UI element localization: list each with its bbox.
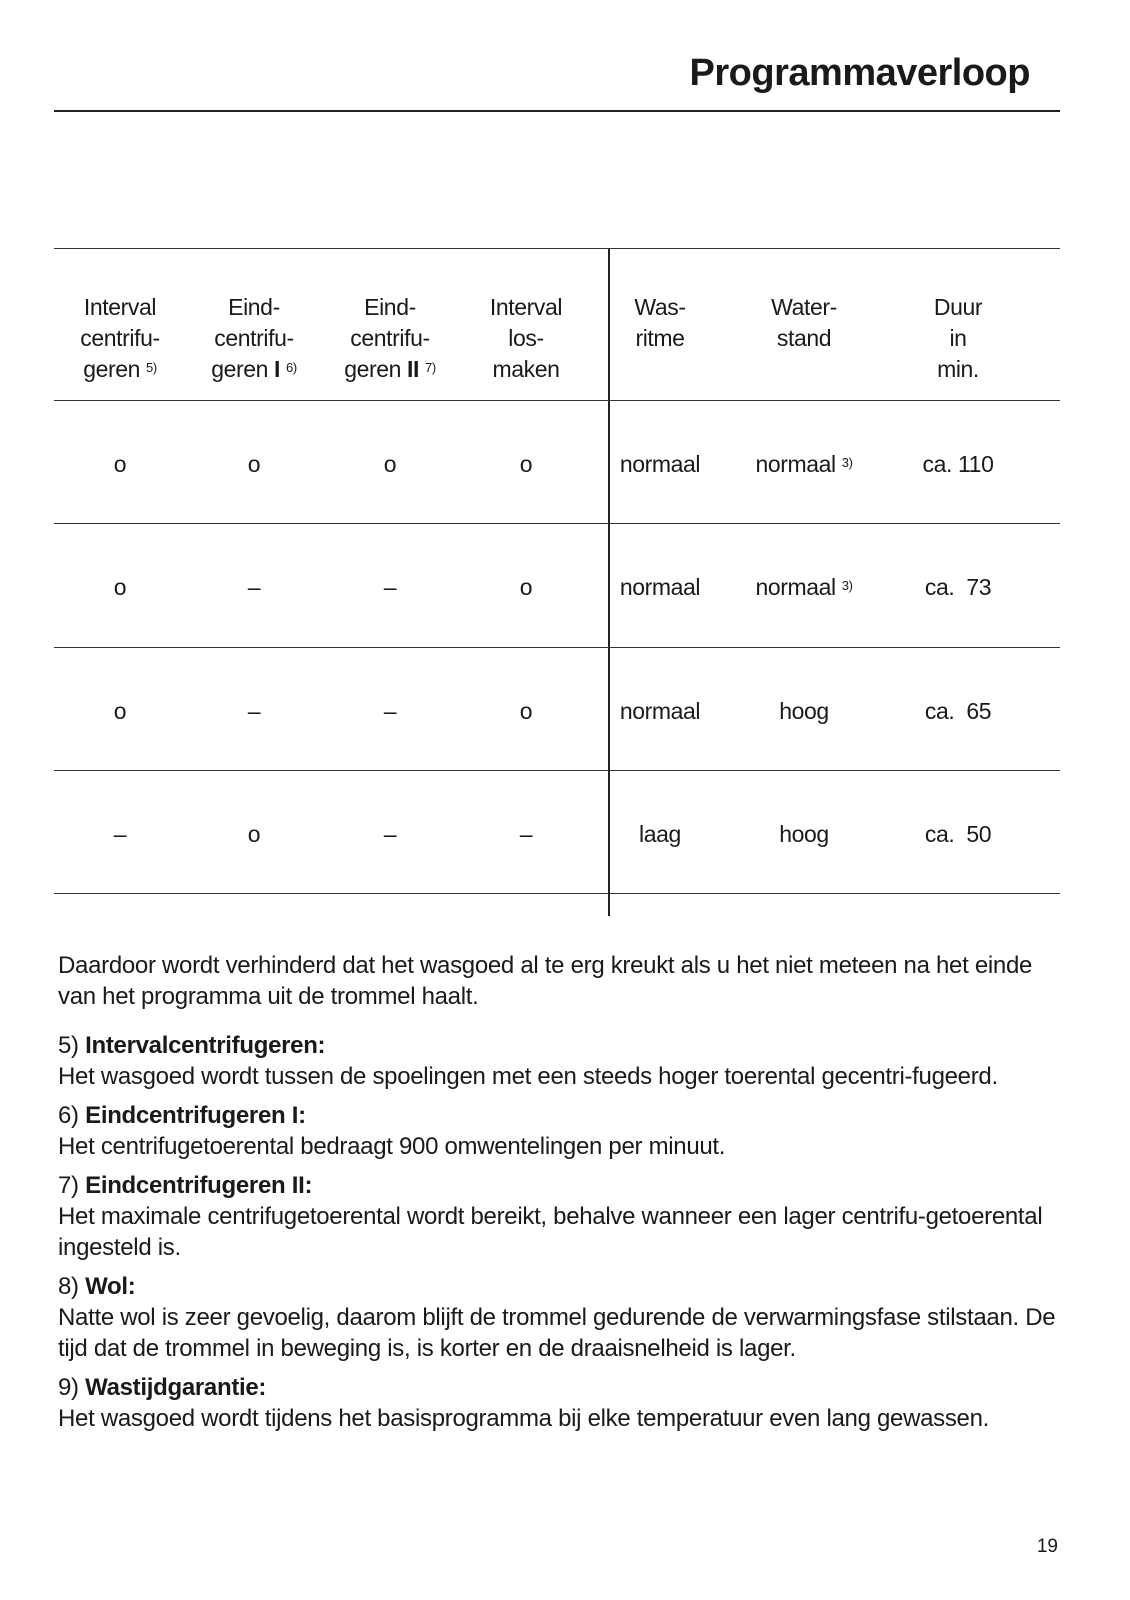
table-cell: normaal $^{3)}$ (755, 574, 853, 600)
note-5: 5) Intervalcentrifugeren: Het wasgoed wordt tussen de spoelingen met een steeds hoger toerental gecentri-fugeerd. (58, 1032, 998, 1090)
table-cell: o (113, 451, 127, 477)
table-cell: o (113, 698, 127, 724)
page-title: Programmaverloop (689, 52, 1030, 94)
table-divider (608, 248, 610, 916)
table-cell: – (519, 821, 533, 847)
header-waterstand: Water- stand (771, 294, 837, 351)
intro-paragraph: Daardoor wordt verhinderd dat het wasgoed al te erg kreukt als u het niet meteen na het einde van het programma uit de trommel haalt. (58, 952, 1033, 1010)
header-wasritme: Was- ritme (634, 294, 686, 351)
header-interval-losmaken: Interval los- maken (489, 294, 563, 382)
table-cell: – (247, 574, 261, 600)
table-row-rule (54, 770, 1060, 771)
table-cell: – (383, 698, 397, 724)
table-cell: normaal $^{3)}$ (755, 451, 853, 477)
table-row-rule (54, 647, 1060, 648)
note-7: 7) Eindcentrifugeren II: Het maximale centrifugetoerental wordt bereikt, behalve wanneer een lager centrifu-getoerental ingesteld is. (58, 1172, 1043, 1261)
table-top-rule (54, 248, 1060, 249)
table-cell: – (113, 821, 127, 847)
table-cell: normaal (619, 451, 701, 477)
notes (58, 1030, 1060, 1434)
table-cell: hoog (779, 821, 829, 847)
note-9: 9) Wastijdgarantie: Het wasgoed wordt tijdens het basisprogramma bij elke temperatuur even lang gewassen. (58, 1374, 990, 1432)
header-interval-centrifugeren: Interval centrifu- geren $^{5)}$ (80, 294, 160, 382)
table-cell: o (519, 451, 533, 477)
page-number: 19 (1036, 1536, 1058, 1557)
table-cell: ca. 65 (924, 698, 992, 724)
table-cell: – (383, 574, 397, 600)
table-cell: normaal (619, 574, 701, 600)
header-eindcentrifugeren-2: Eind- centrifu- geren II $^{7)}$ (344, 294, 436, 382)
note-6: 6) Eindcentrifugeren I: Het centrifugetoerental bedraagt 900 omwentelingen per minuut. (58, 1102, 726, 1160)
table-bottom-rule (54, 893, 1060, 894)
header-duur: Duur in min. (933, 294, 983, 382)
table-cell: o (247, 821, 261, 847)
table-cell: hoog (779, 698, 829, 724)
table-cell: – (247, 698, 261, 724)
table-cell: – (383, 821, 397, 847)
table-cell: o (519, 574, 533, 600)
table-cell: normaal (619, 698, 701, 724)
title-rule (54, 110, 1060, 112)
header-eindcentrifugeren-1: Eind- centrifu- geren I $^{6)}$ (211, 294, 297, 382)
table-cell: ca. 73 (924, 574, 992, 600)
table-cell: o (247, 451, 261, 477)
table-cell: laag (639, 821, 681, 847)
table-cell: ca. 50 (924, 821, 992, 847)
table-row-rule (54, 523, 1060, 524)
program-table (54, 248, 1060, 916)
table-cell: o (113, 574, 127, 600)
note-8: 8) Wol: Natte wol is zeer gevoelig, daarom blijft de trommel gedurende de verwarmingsfase stilstaan. De tijd dat de trommel in beweging is, is korter en de draaisnelheid is lager. (58, 1273, 1056, 1362)
table-cell: ca. 110 (922, 451, 994, 477)
table-cell: o (383, 451, 397, 477)
table-cell: o (519, 698, 533, 724)
table-header-rule (54, 400, 1060, 401)
